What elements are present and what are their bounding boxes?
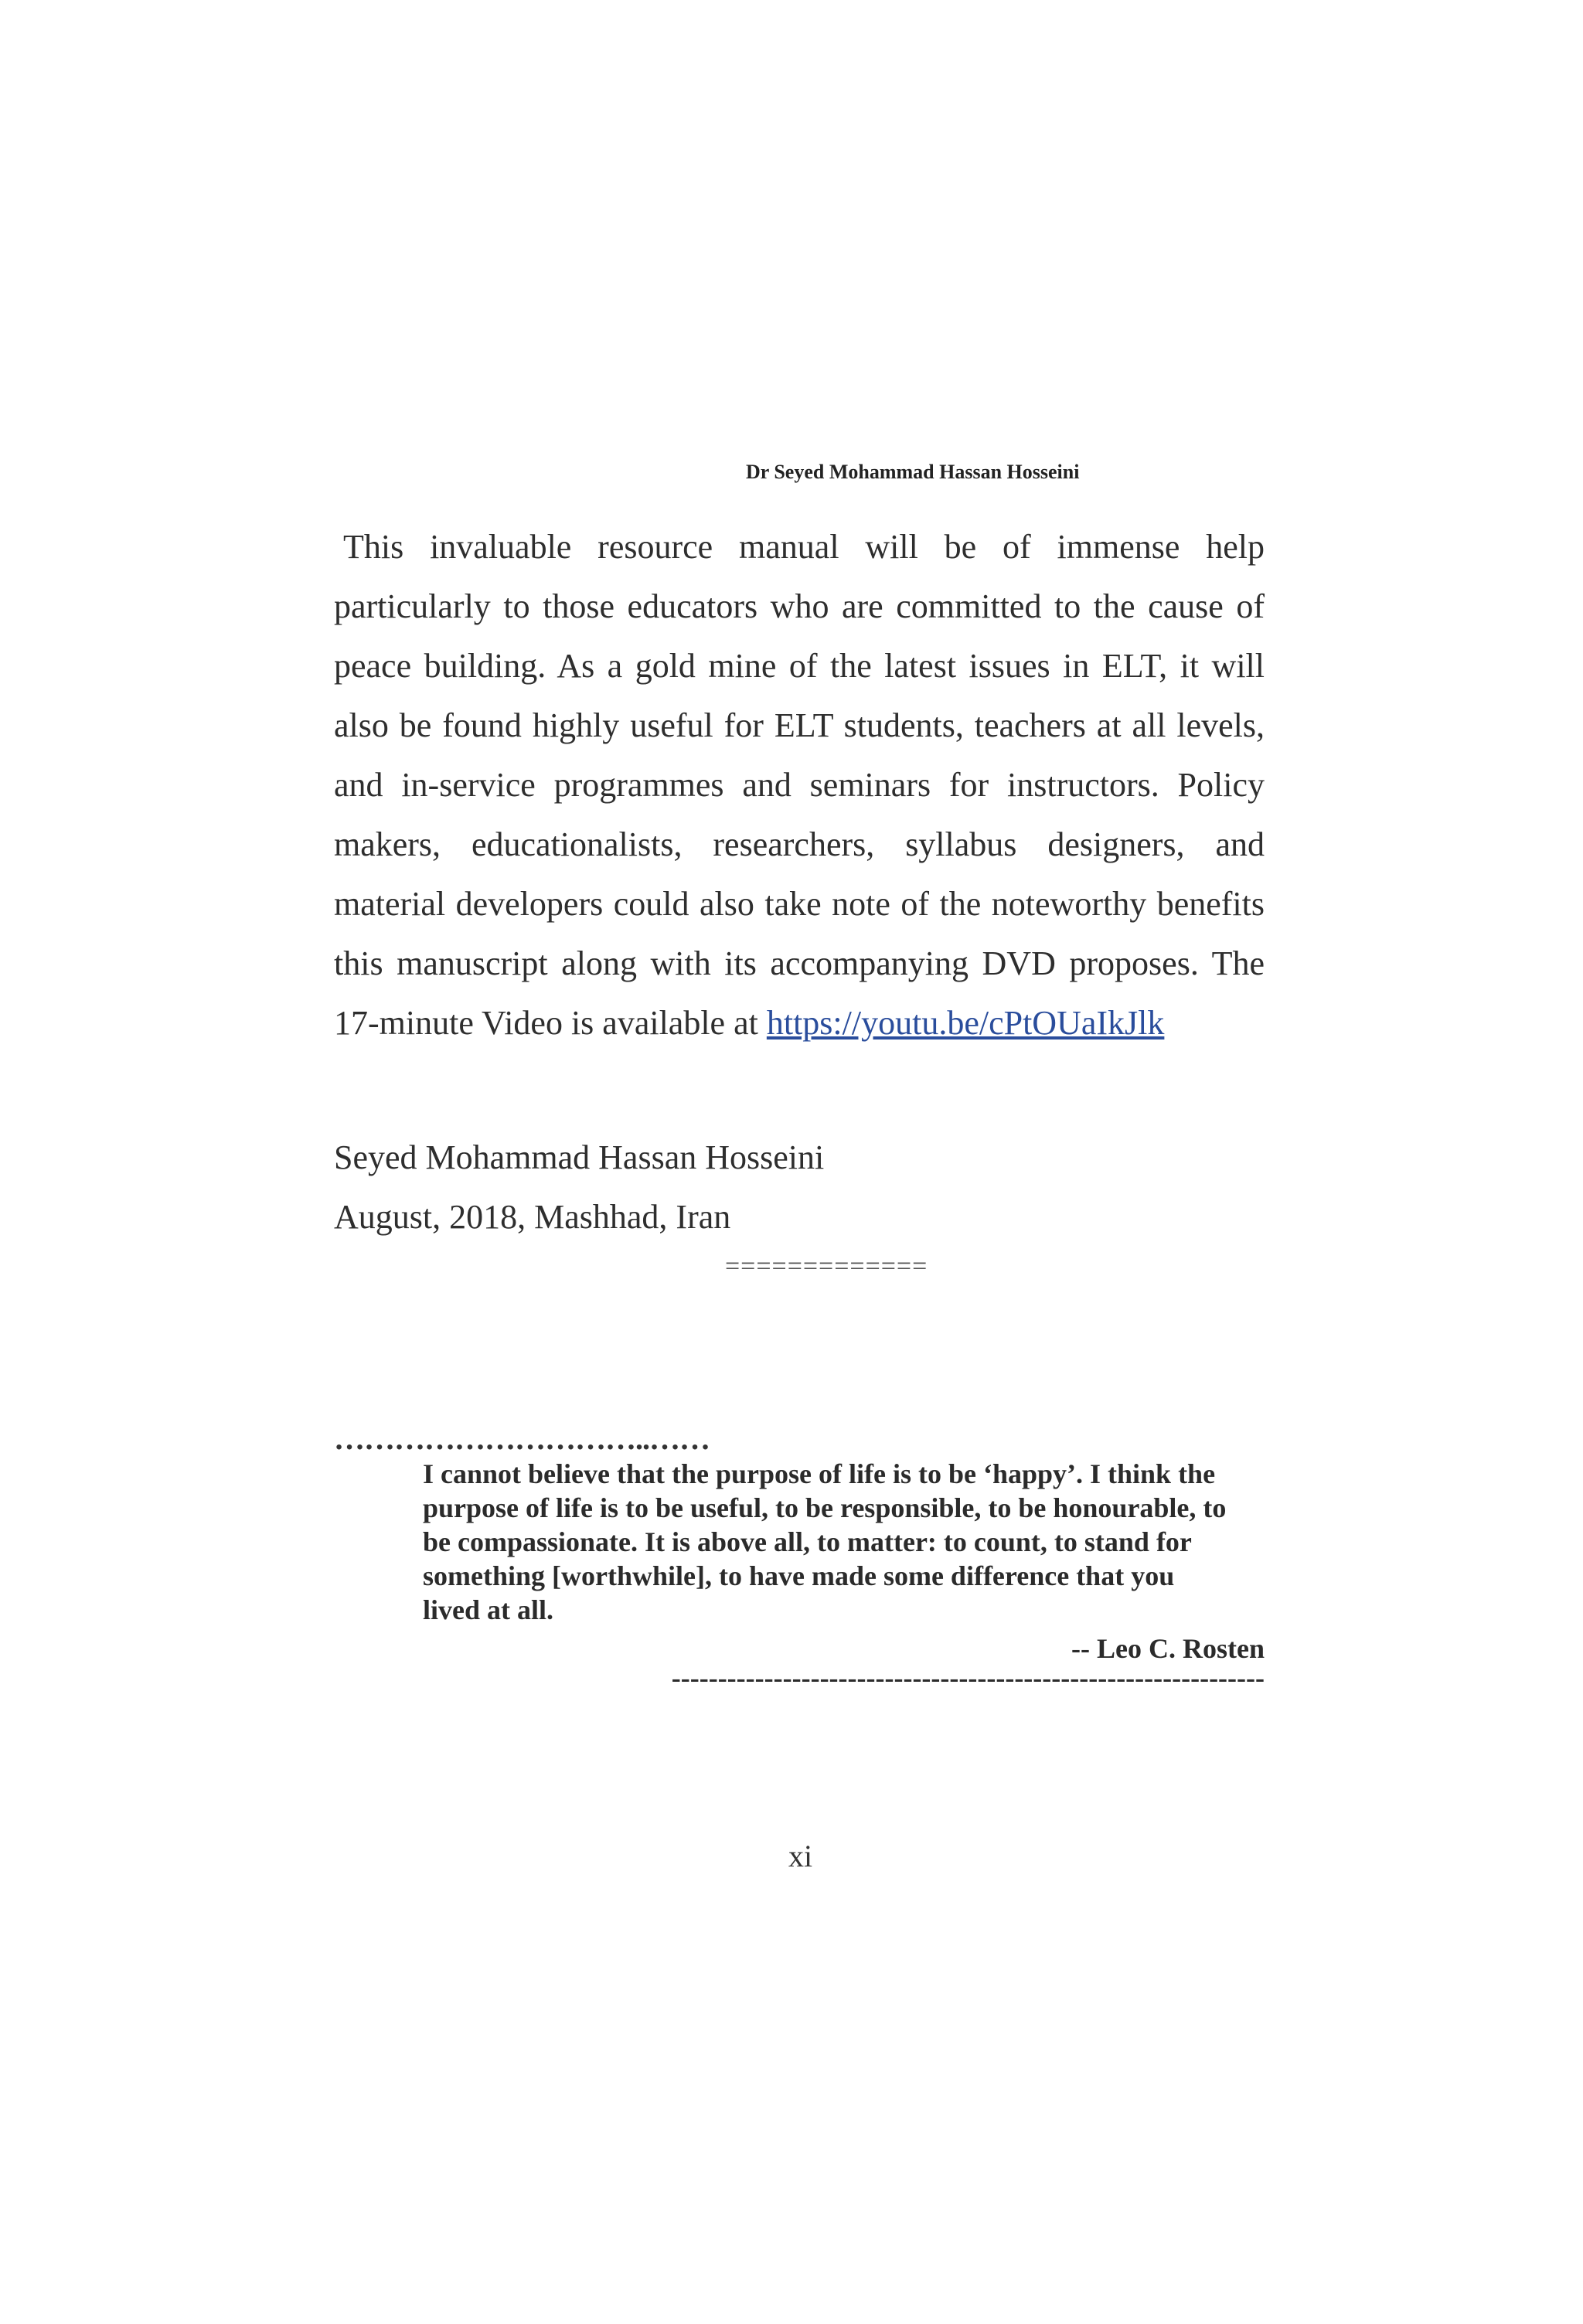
- quote-line: lived at all.: [423, 1594, 553, 1625]
- quote-line: purpose of life is to be useful, to be responsible, to be honourable, to: [423, 1492, 1227, 1523]
- running-head: Dr Seyed Mohammad Hassan Hosseini: [746, 461, 1080, 483]
- body-paragraph-text: This invaluable resource manual will be of immense help particularly to those educators who are committed to the cause of peace building. As a gold mine of the latest issues in ELT, it will also be found highly useful for ELT students, teachers at all levels, and in-service programmes and seminars for instructors. Policy makers, educationalists, researchers, syllabus designers, and material developers could also take note of the noteworthy benefits this manuscript along with its accompanying DVD proposes. The 17-minute Video is available at: [334, 528, 1265, 1042]
- body-paragraph: [334, 517, 1265, 1053]
- quote-attribution: -- Leo C. Rosten: [1071, 1633, 1265, 1664]
- page-number: xi: [788, 1839, 813, 1873]
- date-place: August, 2018, Mashhad, Iran: [334, 1198, 731, 1236]
- quote-line: something [worthwhile], to have made some difference that you: [423, 1560, 1175, 1591]
- video-link[interactable]: https://youtu.be/cPtOUaIkJlk: [766, 1004, 1165, 1042]
- quote-block: [423, 1457, 1265, 1627]
- author-name: Seyed Mohammad Hassan Hosseini: [334, 1138, 825, 1176]
- section-separator: =============: [725, 1252, 928, 1281]
- quote-line: be compassionate. It is above all, to matter: to count, to stand for: [423, 1526, 1192, 1557]
- quote-line: I cannot believe that the purpose of life is to be ‘happy’. I think the: [423, 1458, 1216, 1489]
- signature-block: [334, 1128, 824, 1247]
- dashed-rule: ----------------------------------------------------------------: [671, 1662, 1265, 1693]
- dotted-rule: …………………………..……: [334, 1421, 710, 1456]
